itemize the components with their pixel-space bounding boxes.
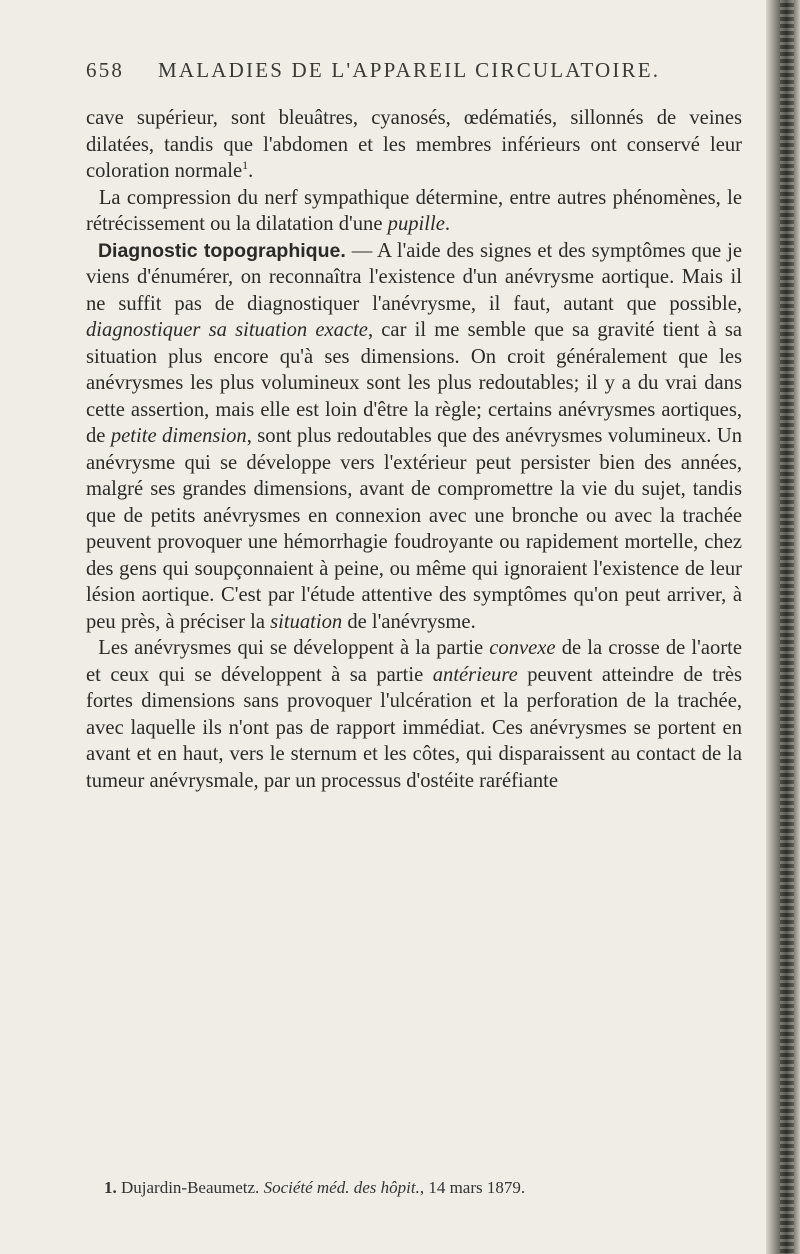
paragraph-text: — A l'aide des signes et des symptômes que je viens d'énumérer, on reconnaîtra l'existence d'un anévrysme aortique. Mais il ne suffit pas de diagnostiquer l'anévrysme, il faut, autant que possible, [86,239,743,315]
footnote-journal: Société méd. des hôpit. [263,1178,420,1197]
footnote-text: , 14 mars 1879. [419,1178,526,1197]
paragraph-text: La compression du nerf sympathique détermine, entre autres phénomènes, le rétrécissement ou la dilatation d'une [86,186,743,235]
paragraph-text: , car il me semble que sa gravité tient à sa situation plus encore qu'à ses dimensions. On croit généralement que les anévrysmes les plus volumineux sont les plus redoutables; il y a du vrai dans cette assertion, mais elle est loin d'être la règle; certains anévrysmes aortiques, de [86,319,742,447]
footnote-number: 1. [104,1178,117,1197]
footnote [104,1178,704,1198]
italic-term: pupille [387,213,445,235]
paragraph-text: Les anévrysmes qui se développent à la partie [98,637,490,659]
italic-term: petite dimension [110,425,247,447]
paragraph-text: de l'anévrysme. [342,610,476,633]
page-edge-texture [780,0,794,1254]
paragraph-4 [86,635,742,794]
body-text [86,105,742,794]
italic-term: antérieure [432,663,518,686]
paragraph-text: . [444,213,451,235]
paragraph-text: . [248,160,254,182]
section-heading: Diagnostic topographique. [97,239,346,262]
paragraph-text: cave supérieur, sont bleuâtres, cyanosés, œdématiés, sillonnés de veines dilatées, tandis que l'abdomen et les membres inférieurs ont conservé leur coloration normale [86,107,742,182]
paragraph-text: peuvent atteindre de très fortes dimensions sans provoquer l'ulcération et la perforation de la trachée, avec laquelle ils n'ont pas de rapport immédiat. Ces anévrysmes se portent en avant et en haut, vers le sternum et les côtes, qui disparaissent au contact de la tumeur anévrysmale, par un processus d'ostéite raréfiante [86,663,742,792]
paragraph-text: de la crosse de l'aorte et ceux qui se développent à sa partie [86,637,743,686]
page-number: 658 [86,58,125,82]
paragraph-1 [86,105,742,185]
running-title: MALADIES DE L'APPAREIL CIRCULATOIRE. [158,58,661,82]
paragraph-2 [86,185,742,238]
italic-term: situation [270,610,343,633]
paragraph-text: , sont plus redoutables que des anévrysmes volumineux. Un anévrysme qui se développe vers l'extérieur peut persister bien des années, malgré ses grandes dimensions, avant de compromettre la vie du sujet, tandis que de petits anévrysmes en connexion avec une bronche ou avec la trachée peuvent provoquer une hémorrhagie foudroyante ou rapidement mortelle, chez des gens qui soupçonnaient à peine, ou même qui ignoraient l'existence de leur lésion aortique. C'est par l'étude attentive des symptômes qu'on peut arriver, à peu près, à préciser la [86,425,742,633]
footnote-marker: 1 [242,158,249,173]
italic-term: diagnostiquer sa situation exacte [86,319,368,341]
paragraph-3 [86,238,742,636]
page-header [86,58,726,86]
italic-term: convexe [489,637,556,659]
footnote-text: Dujardin-Beaumetz. [116,1178,264,1197]
